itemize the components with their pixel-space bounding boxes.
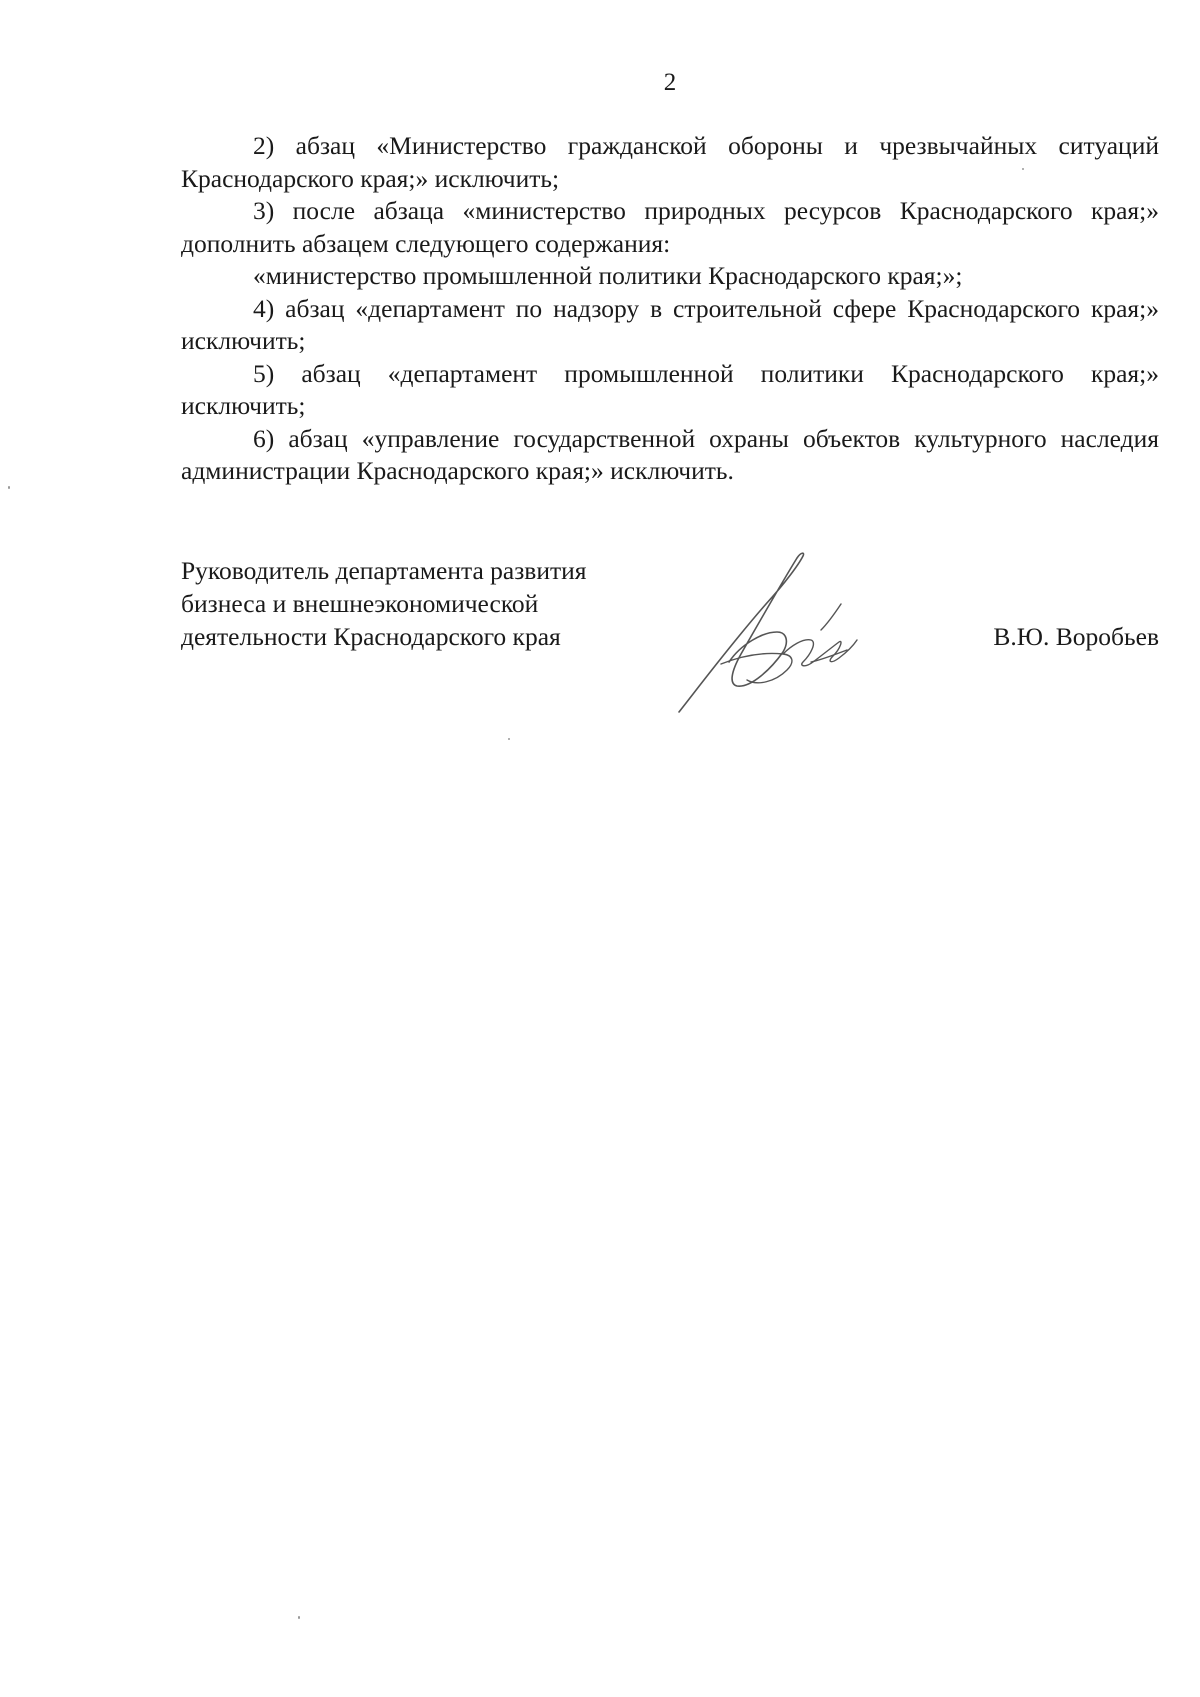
signatory-position [181,554,701,653]
document-body [181,130,1159,488]
scan-speck [298,1616,300,1619]
scan-speck [1022,168,1024,170]
paragraph-item-5: 5) абзац «департамент промышленной политики Краснодарского края;» исключить; [181,358,1159,420]
signatory-position-line: бизнеса и внешнеэкономической [181,589,539,618]
signature-block [181,554,1159,724]
paragraph-item-6: 6) абзац «управление государственной охраны объектов культурного наследия администрации Краснодарского края;» исключить. [181,423,1159,485]
signature-stroke [783,640,857,666]
signatory-position-line: Руководитель департамента развития [181,556,587,585]
page-number: 2 [663,69,677,96]
signature-stroke [679,553,804,712]
handwritten-signature [671,544,871,719]
scan-speck [508,738,510,740]
paragraph-item-3: 3) после абзаца «министерство природных ресурсов Краснодарского края;» дополнить абзацем следующего содержания: [181,196,1159,258]
paragraph-inserted-text: «министерство промышленной политики Краснодарского края;»; [253,261,963,290]
scan-speck [8,486,10,489]
signature-stroke [811,604,847,662]
signatory-position-line: деятельности Краснодарского края [181,622,561,651]
paragraph-item-2: 2) абзац «Министерство гражданской обороны и чрезвычайных ситуаций Краснодарского края;» исключить; [181,131,1159,193]
paragraph-item-4: 4) абзац «департамент по надзору в строительной сфере Краснодарского края;» исключить; [181,293,1159,355]
signatory-name: В.Ю. Воробьев [993,622,1159,651]
signature-strokes [679,553,857,712]
